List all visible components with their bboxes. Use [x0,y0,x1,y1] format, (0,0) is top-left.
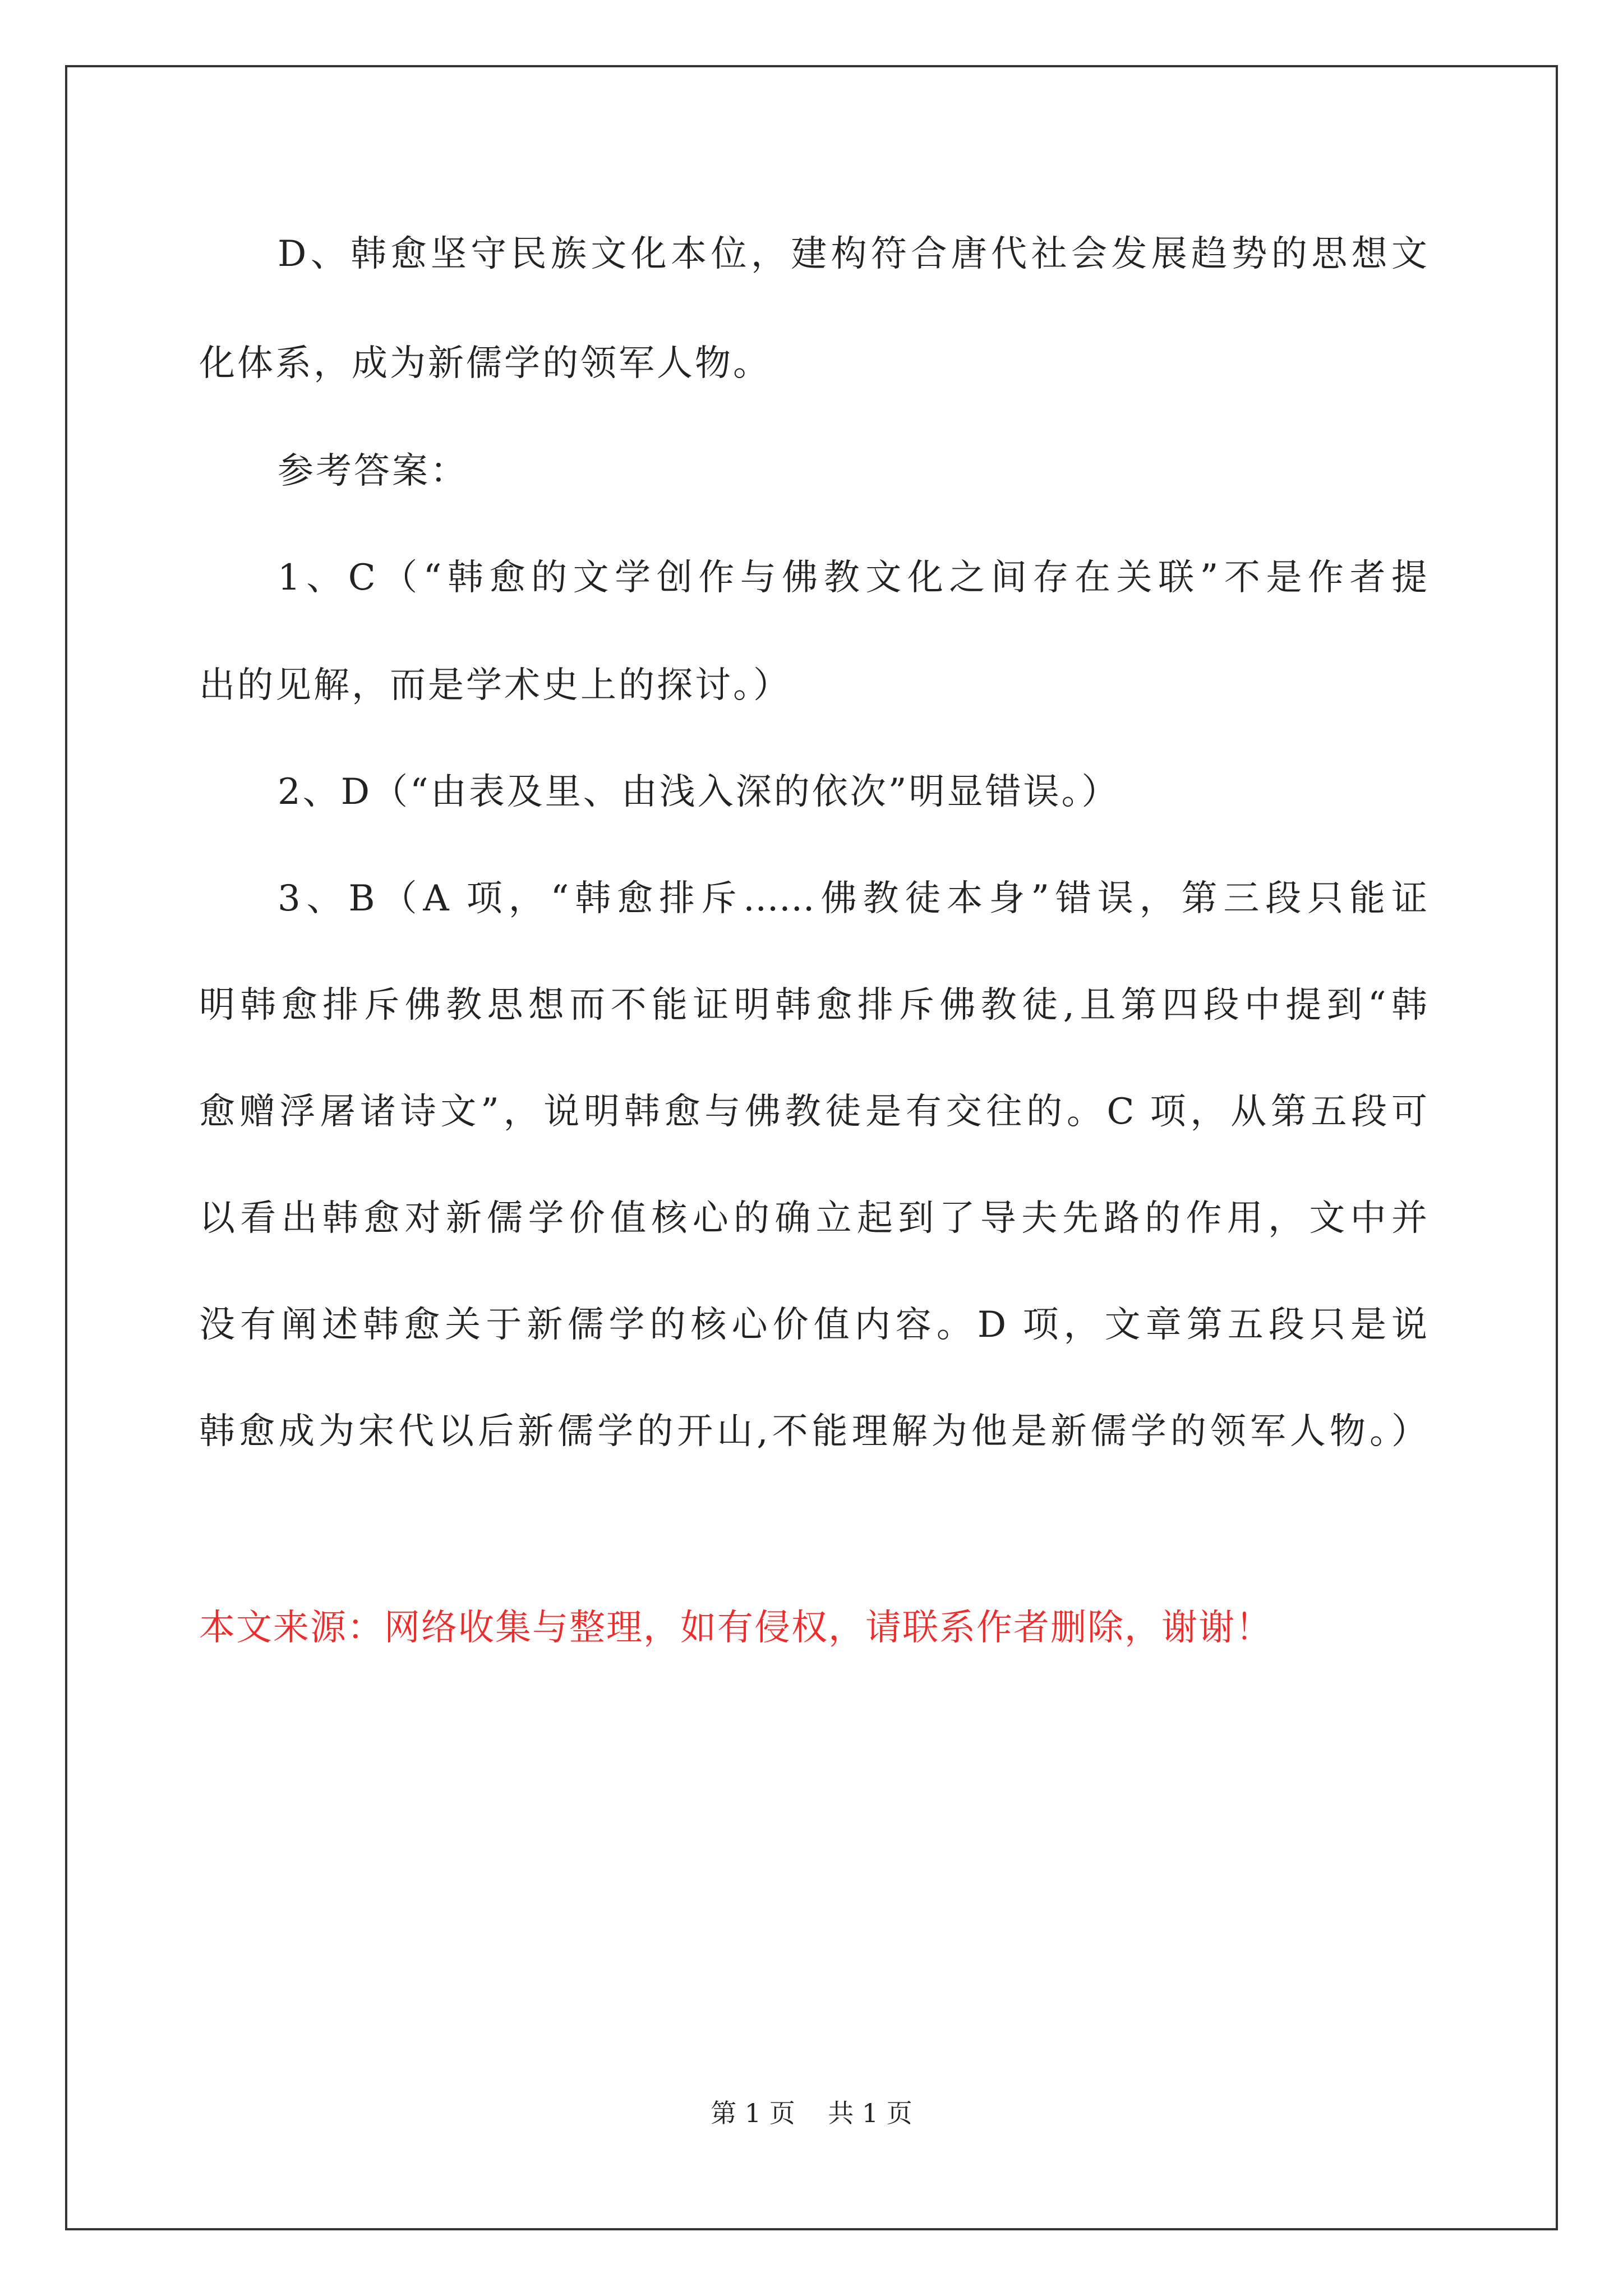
answer-3-line-1: 3、B（A 项，“韩愈排斥……佛教徒本身”错误，第三段只能证 [278,878,1427,919]
option-d-line-1: D、韩愈坚守民族文化本位，建构符合唐代社会发展趋势的思想文 [278,233,1427,275]
answer-3-line-2: 明韩愈排斥佛教思想而不能证明韩愈排斥佛教徒,且第四段中提到“韩 [199,984,1427,1026]
answer-3-line-6: 韩愈成为宋代以后新儒学的开山,不能理解为他是新儒学的领军人物。） [199,1411,1427,1452]
page-border [65,65,1558,2230]
source-notice: 本文来源：网络收集与整理，如有侵权，请联系作者删除，谢谢！ [199,1607,1272,1649]
option-d-line-2: 化体系，成为新儒学的领军人物。 [199,343,771,384]
answer-3-line-3: 愈赠浮屠诸诗文”，说明韩愈与佛教徒是有交往的。C 项，从第五段可 [199,1091,1427,1133]
answer-1-line-2: 出的见解，而是学术史上的探讨。） [199,665,791,706]
answer-3-line-5: 没有阐述韩愈关于新儒学的核心价值内容。D 项，文章第五段只是说 [199,1304,1427,1346]
answer-2-line-1: 2、D（“由表及里、由浅入深的依次”明显错误。） [278,771,1120,813]
answers-heading: 参考答案： [278,450,468,492]
answer-3-line-4: 以看出韩愈对新儒学价值核心的确立起到了导夫先路的作用，文中并 [199,1198,1427,1239]
page-number-footer: 第 1 页 共 1 页 [711,2098,912,2128]
answer-1-line-1: 1、C（“韩愈的文学创作与佛教文化之间存在关联”不是作者提 [278,557,1427,599]
